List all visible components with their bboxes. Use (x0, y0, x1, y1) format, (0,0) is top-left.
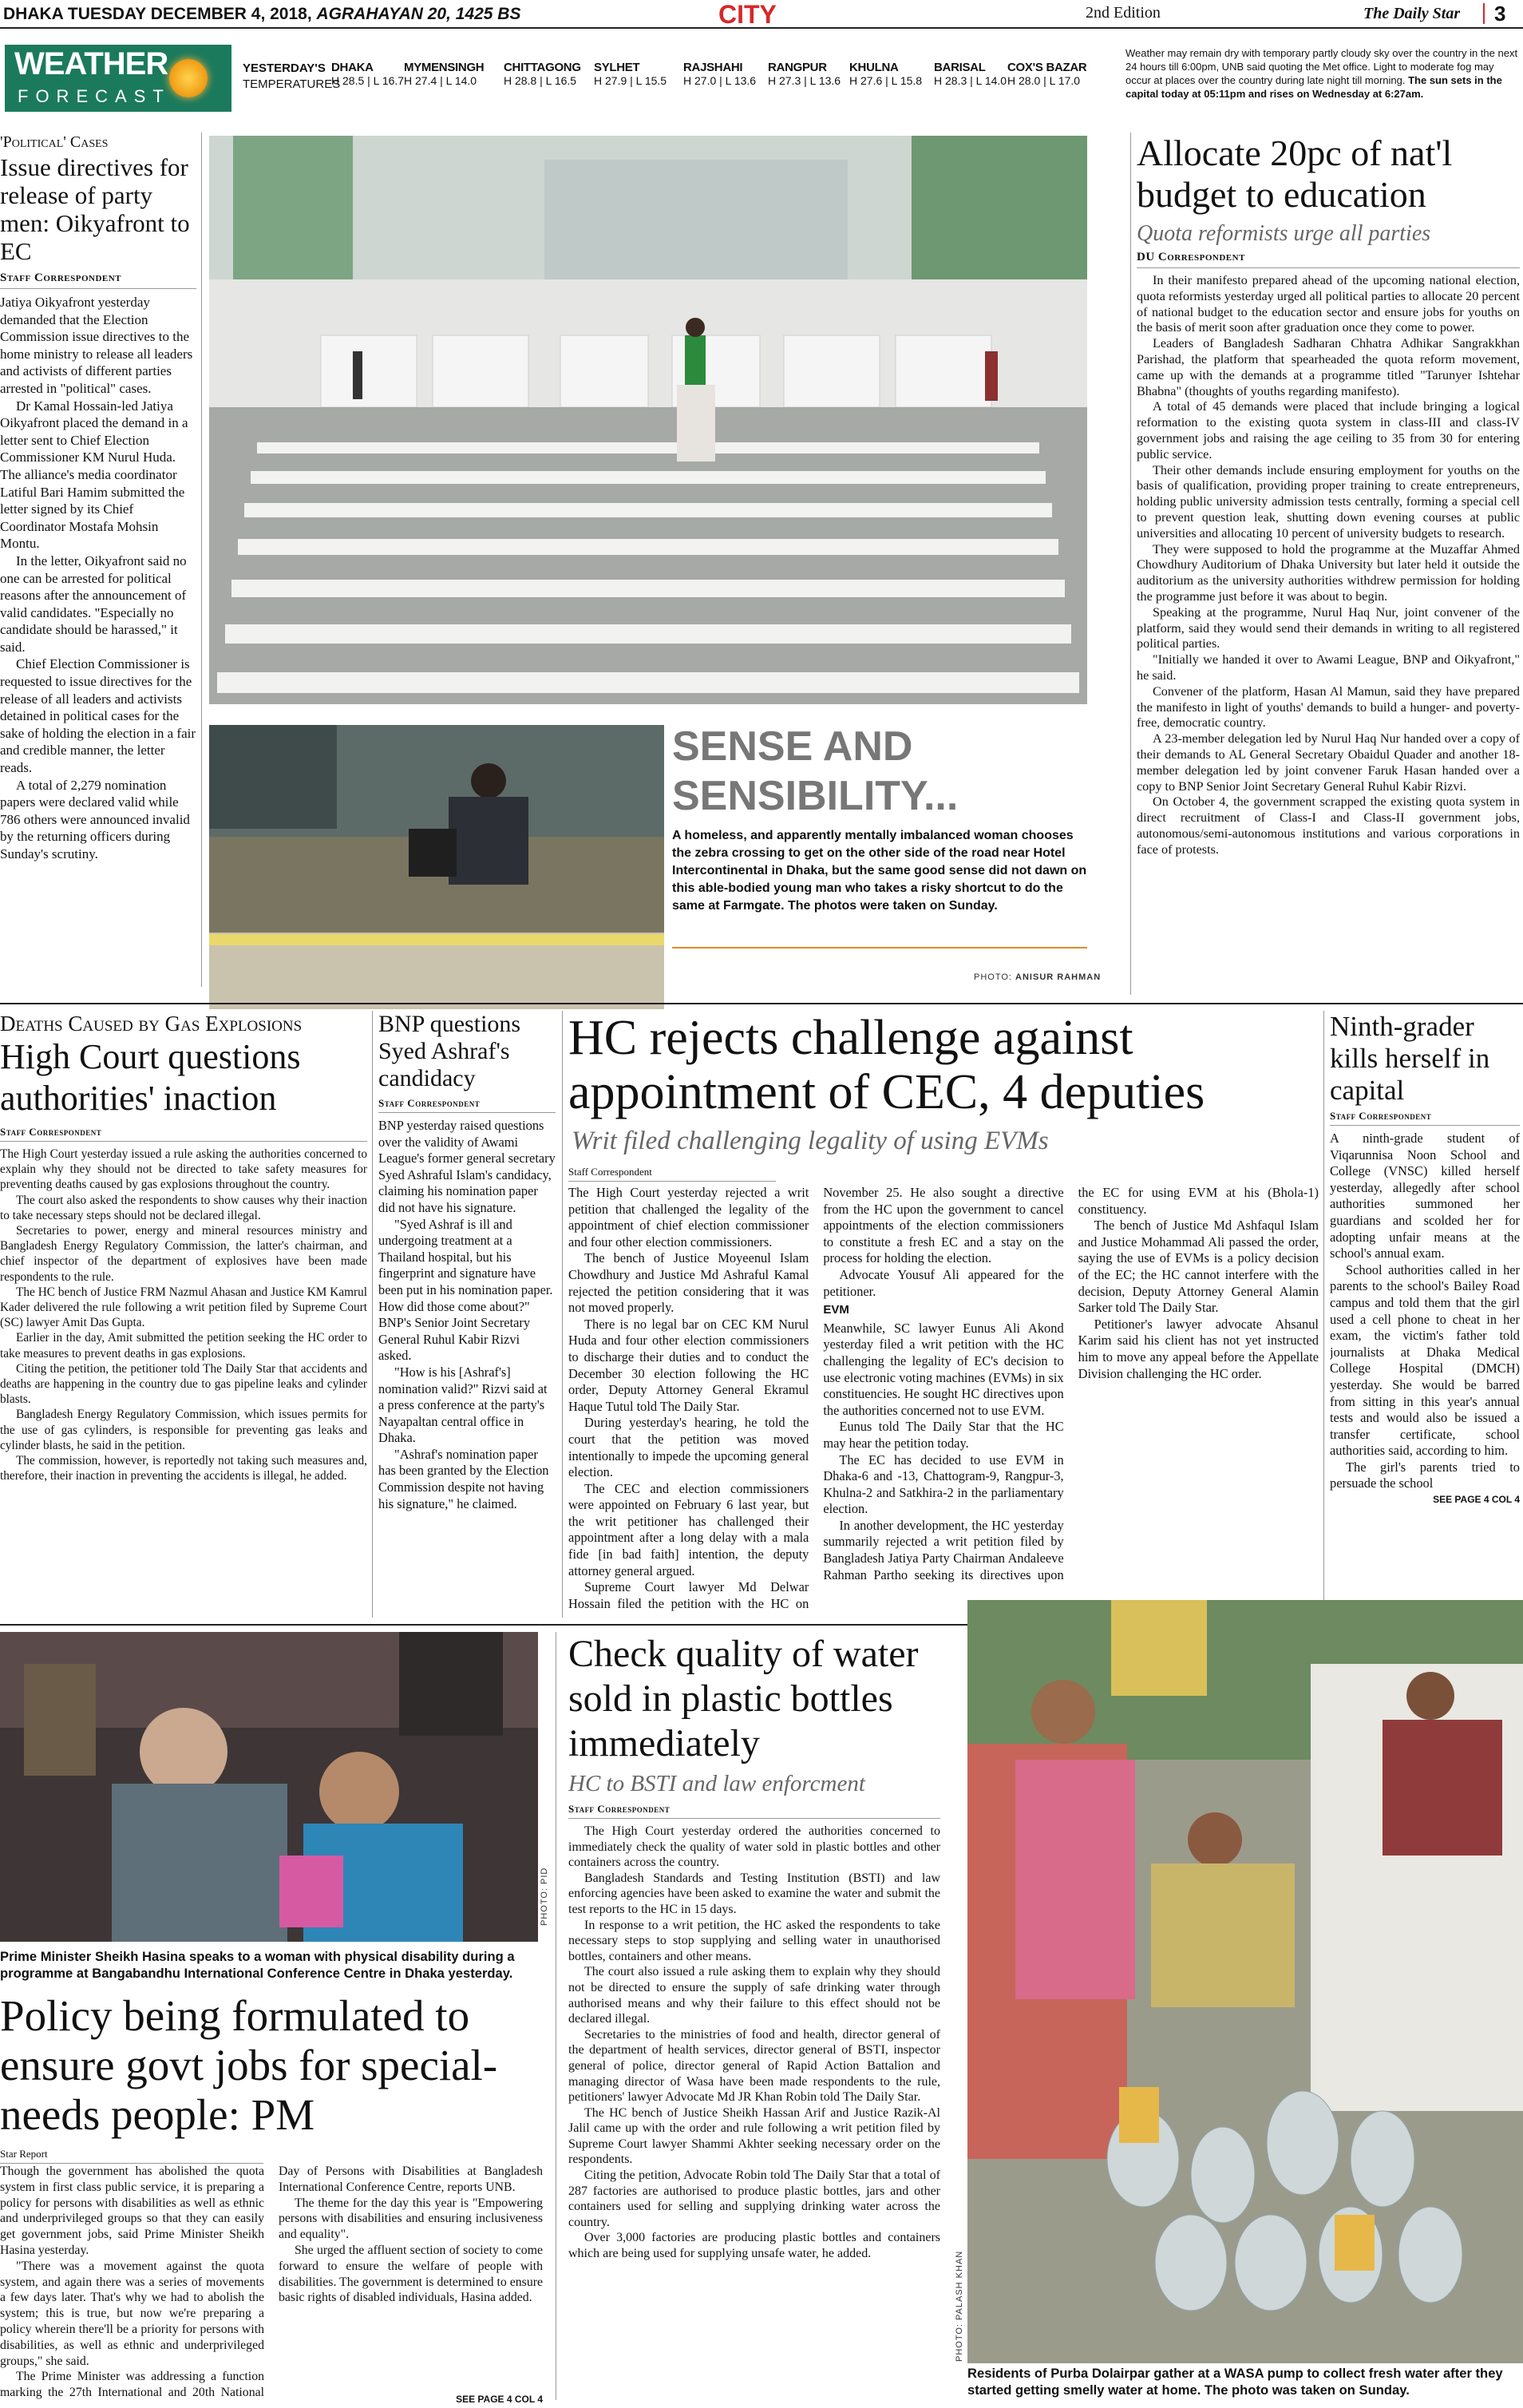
paragraph: Citing the petition, Advocate Robin told The Daily Star that a total of 287 factories are authorised to produce plastic bottles, jars and other containers used for selling and supplying drinking water across the country. (568, 2168, 940, 2229)
city-temps: H 27.0 | L 13.6 (683, 74, 757, 87)
credit-name: ANISUR RAHMAN (1015, 972, 1102, 982)
bangla-date: AGRAHAYAN 20, 1425 BS (316, 5, 521, 23)
body (1137, 273, 1520, 857)
paragraph: In another development, the HC yesterday summarily rejected a writ petition filed by Bangladesh Jatiya Party Chairman Andaleeve Rahman Partho seeking its directives upon the EC for using EVM at his (Bhola-1) constituency. (823, 1185, 1319, 1582)
headline: Check quality of water sold in plastic bottles immediately (568, 1633, 919, 1764)
weather-label (243, 61, 340, 93)
paragraph: Jatiya Oikyafront yesterday demanded that the Election Commission issue directives to the home ministry to release all leaders and activists of different parties arrested in "political" cases. (0, 295, 193, 396)
headline: Issue directives for release of party men: Oikyafront to EC (0, 153, 190, 265)
city-temp (934, 61, 1007, 87)
column-rule (1323, 1011, 1324, 1618)
kicker: Deaths Caused by Gas Explosions (0, 1012, 303, 1036)
byline: Staff Correspondent (568, 1803, 940, 1819)
headline: HC rejects challenge against appointment of CEC, 4 deputies (568, 1011, 1205, 1119)
paper-logo: The Daily Star (1363, 5, 1461, 22)
column-rule (201, 133, 202, 987)
farmgate-scene (209, 725, 664, 1009)
zebra-crossing-photo (209, 136, 1087, 704)
city-name: SYLHET (594, 61, 640, 74)
paragraph: A total of 2,279 nomination papers were declared valid while 786 others were announced invalid by the returning officers during Sunday's scrutiny. (0, 777, 190, 861)
paragraph: Eunus told The Daily Star that the HC may hear the petition today. (823, 1419, 1064, 1451)
paragraph: A total of 45 demands were placed that include bringing a logical reformation to the existing quota system in class-III and class-IV government jobs and raising the age ceiling to 35 from 30 for entering public service. (1137, 399, 1520, 461)
paragraph: Speaking at the programme, Nurul Haq Nur, joint convener of the platform, said they would send their demands in writing to all registered political parties. (1137, 604, 1520, 652)
paragraph: In response to a writ petition, the HC asked the respondents to take necessary steps to stop supplying and selling water in unauthorised bottles, containers and other means. (568, 1918, 940, 1963)
pm-photo (0, 1632, 538, 1942)
city-name: KHULNA (849, 61, 899, 74)
weather-note-text: Weather may remain dry with temporary partly cloudy sky over the country in the next 24 hours till 6:00pm, UNB said quoting the Met office. Light to moderate fog may occur at places over the country during late night till morning. (1125, 47, 1518, 86)
paragraph: "Initially we handed it over to Awami League, BNP and Oikyafront," he said. (1137, 652, 1520, 683)
weather-subtitle: FORECAST (18, 86, 171, 106)
page-number: 3 (1494, 2, 1506, 26)
city-name: DHAKA (331, 61, 374, 74)
byline: Staff Correspondent (0, 271, 196, 289)
city-temps: H 27.4 | L 14.0 (404, 74, 477, 87)
byline: Staff Correspondent (0, 1126, 367, 1142)
cec-byline: Staff Correspondent (568, 1166, 776, 1182)
paragraph: The theme for the day this year is "Empowering persons with disabilities and ensuring inclusiveness and equality". (279, 2196, 543, 2242)
wasa-photo-credit: PHOTO: PALASH KHAN (955, 2250, 964, 2362)
city-temp (331, 61, 404, 87)
paragraph: "Ashraf's nomination paper has been granted by the Election Commission despite not having his signature," he claimed. (378, 1446, 549, 1511)
headline: Allocate 20pc of nat'l budget to education (1137, 133, 1453, 215)
paragraph: On October 4, the government scrapped the existing quota system in direct recruitment of Class-I and Class-II government jobs, autonomous/semi-autonomous institutions and various corporations in face of protests. (1137, 794, 1520, 857)
paragraph: Advocate Yousuf Ali appeared for the petitioner. (823, 1266, 1064, 1299)
byline: DU Correspondent (1137, 251, 1520, 268)
byline: Staff Correspondent (378, 1097, 556, 1113)
cec-deck: Writ filed challenging legality of using EVMs (572, 1127, 1049, 1155)
deck: HC to BSTI and law enforcment (568, 1771, 865, 1796)
city-temps: H 28.5 | L 16.7 (331, 74, 405, 87)
story-water (568, 1632, 940, 2405)
body (568, 1824, 940, 2262)
city-temps: H 28.0 | L 17.0 (1007, 74, 1081, 87)
paragraph: The Prime Minister was addressing a function marking the 27th International and 20th National Day of Persons with Disabilities at Bangladesh International Conference Centre, reports UNB. (0, 2164, 543, 2400)
section-name: CITY (718, 0, 777, 29)
cec-body (568, 1185, 1319, 1614)
city-name: CHITTAGONG (504, 61, 581, 74)
body (1330, 1131, 1520, 1492)
city-name: RANGPUR (768, 61, 827, 74)
pm-caption: Prime Minister Sheikh Hasina speaks to a woman with physical disability during a programme at Bangabandhu International Conference Centre in Dhaka yesterday. (0, 1949, 515, 1981)
weather-note (1125, 46, 1520, 112)
city-temp (849, 61, 922, 87)
paragraph: "There was a movement against the quota system, and again there was a series of movements a few days later. That's why we had to abolish the system; this is true, but now we're preparing a policy wherein there'll be a priority for persons with disabilities, as well as ethnic and underprivileged groups," she said. (0, 2259, 264, 2368)
paragraph: The HC bench of Justice Sheikh Hassan Arif and Justice Razik-Al Jalil came up with the order and rule following a writ petition filed by Supreme Court lawyer Shammi Akhter seeking necessary order on the respondents. (568, 2105, 940, 2167)
headline: BNP questions Syed Ashraf's candidacy (378, 1011, 521, 1091)
paragraph: Secretaries to power, energy and mineral resources ministry and Bangladesh Energy Regulatory Commission, the latter's chairman, and chief inspector of the department of explosives have been made respondents to the rule. (0, 1224, 367, 1284)
byline: Staff Correspondent (1330, 1110, 1520, 1126)
paragraph: School authorities called in her parents to the school's Bailey Road campus and told them that the girl used a cell phone to cheat in her exam, the victim's father told journalists at Dhaka Medical College Hospital (DMCH) yesterday. She would be barred from sitting in this year's annual tests and would also be issued a transfer certificate, school authorities said, according to him. (1330, 1261, 1520, 1459)
city-temp (594, 61, 667, 87)
paragraph: The CEC and election commissioners were appointed on February 6 last year, but the writ petitioner has challenged their appointment after a long delay with a mala fide [in bad faith] intention, the deputy attorney general argued. (568, 1480, 809, 1578)
weather-logo (5, 45, 231, 112)
paragraph: Convener of the platform, Hasan Al Mamun, said they have prepared the manifesto in light of youths' demands to build a hunger- and poverty-free, democratic country. (1137, 683, 1520, 731)
paragraph: Earlier in the day, Amit submitted the petition seeking the HC order to take measures to prevent deaths in gas explosions. (0, 1331, 367, 1360)
farmgate-photo (209, 725, 664, 1009)
city-temps: H 28.3 | L 14.0 (934, 74, 1007, 87)
city-temps: H 27.6 | L 15.8 (849, 74, 923, 87)
paragraph: Meanwhile, SC lawyer Eunus Ali Akond yesterday filed a writ petition with the HC challenging the legality of EC's decision to use electronic voting machines (EVMs) in six constituencies. He sought HC directives upon the authorities concerned not to use EVM. (823, 1320, 1064, 1418)
paragraph: Bangladesh Standards and Testing Institution (BSTI) and law enforcing agencies have been asked to examine the water and submit the test reports to the HC in 15 days. (568, 1871, 940, 1916)
city-temp (1007, 61, 1086, 87)
deck: Quota reformists urge all parties (1137, 221, 1431, 246)
section-rule (0, 1003, 1523, 1004)
paragraph: A ninth-grade student of Viqarunnisa Noon School and College (VNSC) killed herself yesterday, allegedly after school authorities summoned her guardians and scolded her for adopting unfair means at the school's annual exam. (1330, 1131, 1520, 1261)
paragraph: The court also issued a rule asking them to explain why they should not be directed to ensure the supply of safe drinking water through authorised means and why their failure to this effect should not be declared illegal. (568, 1965, 940, 2026)
sun-icon (169, 59, 208, 97)
dateline (3, 5, 520, 24)
paragraph: There is no legal bar on CEC KM Nurul Huda and four other election commissioners to discharge their duties and to conduct the December 30 election following the HC order, Deputy Attorney General Ekramul Haque Tutul told The Daily Star. (568, 1316, 809, 1414)
city-temps: H 27.9 | L 15.5 (594, 74, 667, 87)
city-name: RAJSHAHI (683, 61, 743, 74)
weather-bar (0, 42, 1523, 112)
story-gas (0, 1011, 367, 1618)
body (0, 294, 196, 863)
see-page: SEE PAGE 4 COL 4 (1433, 1494, 1520, 1506)
city-temps: H 28.8 | L 16.5 (504, 74, 577, 87)
body (0, 1147, 367, 1483)
paragraph: Bangladesh Energy Regulatory Commission, which issues permits for the use of gas cylinders, is responsible for preventing gas leaks and cylinder blasts, he said in the petition. (0, 1408, 367, 1452)
label-line2: TEMPERATURES (243, 77, 341, 91)
paragraph: She urged the affluent section of society to come forward to ensure the welfare of people with disabilities. The government is determined to ensure basic rights of disabled individuals, Hasina added. (279, 2243, 543, 2305)
city-temps: H 27.3 | L 13.6 (768, 74, 841, 87)
pm-scene (0, 1632, 538, 1942)
column-rule (1130, 133, 1131, 995)
paragraph: In the letter, Oikyafront said no one can be arrested for political reasons after the announcement of valid candidates. "Especially no candidate should be harassed," it said. (0, 552, 187, 655)
column-rule (372, 1011, 373, 1618)
pm-headline: Policy being formulated to ensure govt jobs for special-needs people: PM (0, 1991, 498, 2139)
masthead (0, 0, 1523, 29)
city-temp (404, 61, 484, 87)
story-education (1137, 133, 1520, 995)
paragraph: A 23-member delegation led by Nurul Haq Nur handed over a copy of their demands to AL General Secretary Obaidul Quader and another 18-member delegation led by joint convener Faruk Hasan handed over a copy to BNP Senior Joint Secretary General Ruhul Kabir Rizvi. (1137, 731, 1520, 794)
sense-caption: A homeless, and apparently mentally imbalanced woman chooses the zebra crossing to get on the other side of the road near Hotel Intercontinental in Dhaka, but the same good sense did not dawn on this able-bodied young man who takes a risky shortcut to do the same at Farmgate. The photos were taken on Sunday. (672, 829, 1087, 913)
paragraph: Over 3,000 factories are producing plastic bottles and containers which are being used for supplying unsafe water, he added. (568, 2231, 940, 2261)
paragraph: The HC bench of Justice FRM Nazmul Ahasan and Justice KM Kamrul Kader delivered the rule following a writ petition filed by Supreme Court (SC) lawyer Amit Das Gupta. (0, 1285, 367, 1330)
sense-headline: SENSE AND SENSIBILITY... (672, 723, 959, 819)
paragraph: Supreme Court lawyer Md Delwar Hossain filed the petition with the HC on November 25. He also sought a directive from the HC upon the government to cancel appointments of the election commissioners to constitute a fresh EC and a stay on the process for holding the election. (568, 1185, 1064, 1611)
wasa-scene (967, 1600, 1523, 2363)
paragraph: The bench of Justice Moyeenul Islam Chowdhury and Justice Md Ashraful Kamal rejected the petition considering that it was not moved properly. (568, 1250, 809, 1316)
crossing-scene (209, 136, 1087, 704)
sense-photo-credit (974, 972, 1101, 982)
credit-label: PHOTO: (974, 972, 1012, 982)
paragraph: The court also asked the respondents to show causes why their inaction to take necessary steps should not be declared illegal. (0, 1193, 367, 1222)
weather-title: WEATHER (14, 46, 168, 81)
story-ashraf (378, 1011, 556, 1618)
city-name: MYMENSINGH (404, 61, 485, 74)
paragraph: Chief Election Commissioner is requested to issue directives for the release of all leaders and activists detained in political cases for the sake of holding the election in a fair and credible manner, the letter reads. (0, 656, 196, 776)
subhead: EVM (823, 1303, 849, 1317)
paragraph: Though the government has abolished the quota system in first class public service, it is preparing a policy for persons with disabilities as well as ethnic and underprivileged groups so that they can easily get government jobs, said Prime Minister Sheikh Hasina yesterday. (0, 2164, 264, 2257)
paragraph: "How is his [Ashraf's] nomination valid?" Rizvi said at a press conference at the party's Nayapaltan central office in Dhaka. (378, 1364, 548, 1446)
pm-see-page: SEE PAGE 4 COL 4 (456, 2394, 543, 2405)
paragraph: Their other demands include ensuring employment for youths on the basis of qualification, providing proper training to create entrepreneurs, holding public university admission tests centrally, forming a special cell to prevent question leak, shutting down evening courses at public universities and allocating 10 percent of university budgets to research. (1137, 462, 1520, 541)
story-ninth (1330, 1011, 1520, 1618)
body (378, 1118, 556, 1512)
dateline-text: DHAKA TUESDAY DECEMBER 4, 2018, (3, 5, 312, 23)
paragraph: BNP yesterday raised questions over the validity of Awami League's former general secretary Syed Ashraful Islam's candidacy, claiming his nomination paper did not have his signature. (378, 1118, 556, 1215)
paragraph: The bench of Justice Md Ashfaqul Islam and Justice Mohammad Ali passed the order, saying the use of EVMs is a policy decision of the EC; the HC cannot interfere with the decision, Deputy Attorney General Alamin Sarker told The Daily Star. (1078, 1218, 1319, 1316)
paragraph: The girl's parents tried to persuade the school (1330, 1459, 1520, 1491)
paragraph: In their manifesto prepared ahead of the upcoming national election, quota reformists yesterday urged all political parties to allocate 20 percent of national budget to the education sector and ensure jobs for youths on the basis of merit soon after graduation once they come to power. (1137, 273, 1520, 335)
kicker: 'Political' Cases (0, 133, 109, 151)
headline: Ninth-grader kills herself in capital (1330, 1011, 1490, 1106)
city-temp (768, 61, 841, 87)
paragraph: The High Court yesterday ordered the authorities concerned to immediately check the quality of water sold in plastic bottles and other containers across the country. (568, 1824, 940, 1870)
weather-note-bold: The sun sets in the capital today at 05:11pm and rises on Wednesday at 6:27am. (1125, 74, 1502, 100)
paragraph: They were supposed to hold the programme at the Muzaffar Ahmed Chowdhury Auditorium of Dhaka University but later held it outside the auditorium as the university authorities withdrew permission for holding the programme just before it was about to begin. (1137, 541, 1520, 604)
city-name: BARISAL (934, 61, 986, 74)
paragraph: Dr Kamal Hossain-led Jatiya Oikyafront placed the demand in a letter sent to Chief Election Commissioner KM Nurul Huda. The alliance's media coordinator Latiful Bari Hamim submitted the letter signed by its Chief Coordinator Mostafa Mohsin Montu. (0, 398, 188, 552)
paragraph: The High Court yesterday issued a rule asking the authorities concerned to explain why they should not be directed to take safety measures for preventing deaths caused by gas explosions throughout the country. (0, 1147, 367, 1192)
pm-body (0, 2164, 543, 2402)
wasa-caption: Residents of Purba Dolairpar gather at a WASA pump to collect fresh water after they started getting smelly water at home. The photo was taken on Sunday. (967, 2366, 1503, 2398)
paragraph: The EC has decided to use EVM in Dhaka-6 and -13, Chattogram-9, Rangpur-3, Khulna-2 and Satkhira-2 in the parliamentary election. (823, 1452, 1064, 1517)
paragraph: "Syed Ashraf is ill and undergoing treatment at a Thailand hospital, but his fingerprint and signature have been put in his nomination paper. How did those come about?" BNP's Senior Joint Secretary General Ruhul Kabir Rizvi asked. (378, 1216, 553, 1364)
story-oikyafront (0, 133, 196, 987)
paragraph: Leaders of Bangladesh Sadharan Chhatra Adhikar Sangrakkhan Parishad, the platform that spearheaded the quota reform movement, came up with the demands at a programme titled "Tarunyer Ishtehar Bhabna" (thoughts of youths regarding manifesto). (1137, 336, 1520, 398)
city-temp (683, 61, 756, 87)
label-line1: YESTERDAY'S (243, 61, 326, 75)
pm-photo-credit: PHOTO: PID (540, 1867, 549, 1926)
paragraph: Petitioner's lawyer advocate Ahsanul Karim said his client has not yet instructed him to move any appeal before the Appellate Division challenging the HC order. (1078, 1316, 1319, 1381)
city-temp (504, 61, 581, 87)
headline: High Court questions authorities' inaction (0, 1037, 301, 1118)
paragraph: Secretaries to the ministries of food and health, director general of the department of health services, director general of BSTI, inspector general of police, director general of Rapid Action Battalion and managing director of Wasa have been made respondents to the rule, petitioners' lawyer Advocate Md JR Khan Robin told The Daily Star. (568, 2027, 940, 2105)
caption-rule (672, 947, 1087, 949)
paragraph: The High Court yesterday rejected a writ petition that challenged the legality of the appointment of chief election commissioner and four other election commissioners. (568, 1185, 809, 1250)
page-divider (1483, 3, 1485, 24)
paragraph: During yesterday's hearing, he told the court that the petition was moved intentionally to impede the upcoming general election. (568, 1415, 809, 1480)
pm-byline: Star Report (0, 2148, 263, 2164)
wasa-photo (967, 1600, 1523, 2363)
paragraph: The commission, however, is reportedly not taking such measures and, therefore, their inaction in preventing the accidents is illegal, he added. (0, 1454, 367, 1483)
city-name: COX'S BAZAR (1007, 61, 1087, 74)
column-rule (562, 1011, 563, 1618)
paragraph: Citing the petition, the petitioner told The Daily Star that accidents and deaths are happening in the country due to gas pipeline leaks and cylinder blasts. (0, 1361, 367, 1407)
edition: 2nd Edition (1086, 4, 1161, 22)
